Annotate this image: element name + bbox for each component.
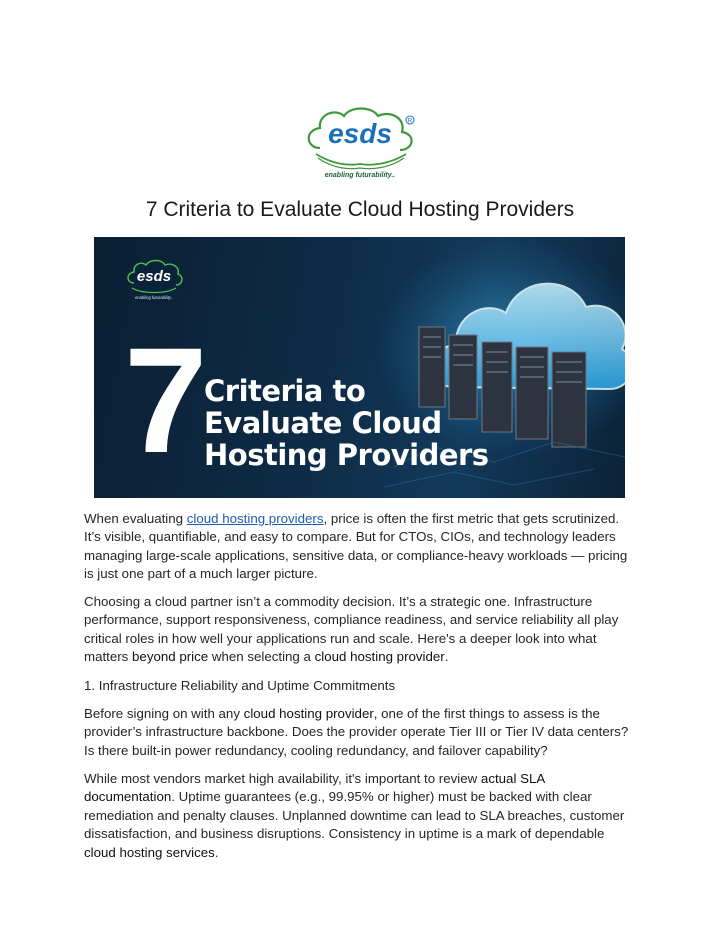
paragraph-infrastructure xyxy=(84,705,636,760)
hero-number: 7 xyxy=(124,316,204,484)
term-actual-sla-documentation: actual SLA documentation xyxy=(84,771,545,805)
hero-line-2: Evaluate Cloud xyxy=(204,406,442,440)
term-beyond-price: beyond price xyxy=(132,649,209,665)
cloud-hosting-providers-link[interactable]: cloud hosting providers xyxy=(186,511,324,526)
text: . xyxy=(214,844,219,860)
document-title: 7 Criteria to Evaluate Cloud Hosting Providers xyxy=(145,198,575,221)
svg-text:enabling futurability..: enabling futurability.. xyxy=(134,295,174,300)
svg-text:esds: esds xyxy=(136,268,172,285)
text: . Uptime guarantees (e.g., 99.95% or higher) must be backed with clear remediation and penalty clauses. Unplanned downtime can lead to SLA breaches, customer dissatisfaction, and business disruptions. Consistency in uptime is a mark of dependable xyxy=(84,789,625,842)
term-cloud-hosting-services: cloud hosting services xyxy=(84,844,215,860)
text: . xyxy=(444,649,449,665)
paragraph-strategic xyxy=(84,593,636,667)
text: When evaluating xyxy=(84,511,187,526)
text: when selecting a xyxy=(208,649,315,665)
logo-tagline: enabling futurability.. xyxy=(324,172,396,179)
text: Choosing a cloud partner isn’t a commodity decision. It’s a strategic one. Infrastructure performance, support responsiveness, compliance readiness, and service reliability all play critical roles in how well your applications run and scale. Here's a deeper look into what matters xyxy=(84,594,619,665)
svg-text:R: R xyxy=(407,118,413,125)
section-heading-1: 1. Infrastructure Reliability and Uptime Commitments xyxy=(84,678,396,693)
text: , price is often the first metric that gets scrutinized. It’s visible, quantifiable, and easy to compare. But for CTOs, CIOs, and technology leaders managing large-scale applications, sensitive data, or compliance-heavy workloads — pricing is just one part of a much larger picture. xyxy=(84,511,628,582)
paragraph-intro xyxy=(84,510,636,584)
hero-line-3: Hosting Providers xyxy=(204,438,489,472)
text: , one of the first things to assess is the provider’s infrastructure backbone. Does the provider operate Tier III or Tier IV data centers? Is there built-in power redundancy, cooling redundancy, and failover capability? xyxy=(84,706,629,758)
paragraph-sla xyxy=(84,770,636,862)
hero-banner xyxy=(94,237,625,498)
text: While most vendors market high availability, it's important to review xyxy=(84,771,481,786)
hero-line-1: Criteria to xyxy=(204,374,366,408)
term-cloud-hosting-provider: cloud hosting provider xyxy=(314,649,445,665)
logo-wordmark: esds xyxy=(328,118,392,149)
term-cloud-hosting-provider: cloud hosting provider xyxy=(243,706,374,721)
esds-logo xyxy=(302,104,420,180)
text: Before signing on with any xyxy=(84,706,244,721)
hero-logo xyxy=(124,259,184,308)
